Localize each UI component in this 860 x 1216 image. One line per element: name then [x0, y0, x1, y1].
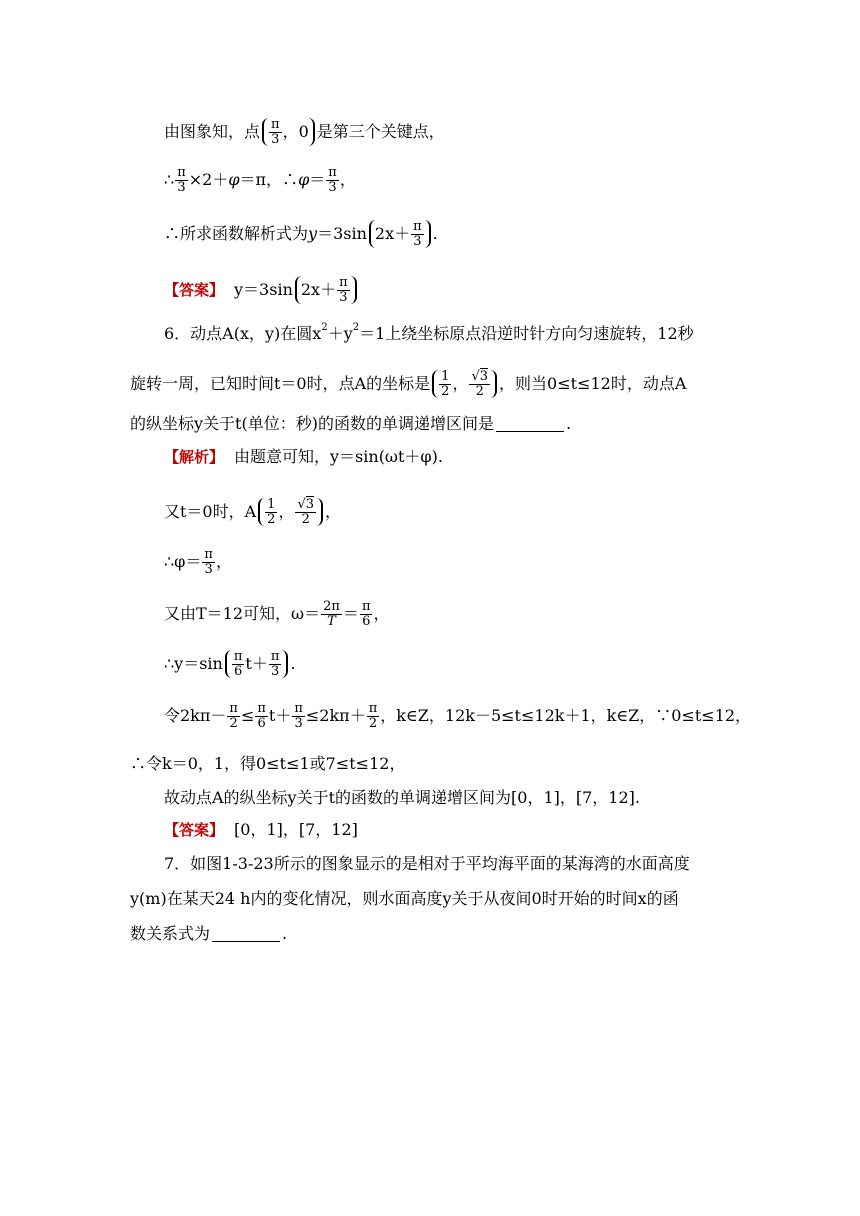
answer-5: 【答案】 y＝3sin 2x＋ $\frac{\pi}{3}$ [164, 276, 359, 304]
solution-6-line-8: 故动点A的纵坐标y关于t的函数的单调递增区间为[0，1]，[7，12]. [164, 788, 640, 807]
solution-6-line-7: ∴令k＝0，1，得0≤t≤1或7≤t≤12， [130, 754, 406, 773]
solution-6-line-4: 又由T＝12可知，ω＝ $\frac{2\pi}{T}$ ＝ $\frac{\pi}{6}$ ， [164, 599, 390, 629]
fraction: $\frac{\pi}{3}$ [328, 165, 337, 195]
question-6-line-3: 的纵坐标y关于t(单位：秒)的函数的单调递增区间是 . [130, 414, 572, 433]
answer-blank [212, 927, 280, 942]
line-function-expression: ∴所求函数解析式为 y ＝3sin 2x＋ $\frac{\pi}{3}$ . [164, 219, 438, 249]
solution-6-line-6: 令2kπ－ $\frac{\pi}{2}$ ≤ $\frac{\pi}{6}$ t＋ $\frac{\pi}{3}$ ≤2kπ＋ $\frac{\pi}{2}$ ，k∈Z，12k－5≤t≤12k＋1，k∈Z，∵0≤t≤12， [164, 701, 752, 731]
question-6-line-2: 旋转一周，已知时间t＝0时，点A的坐标是 $\frac{1}{2}$ ， $\frac{√3}{2}$ ，则当0≤t≤12时，动点A [130, 369, 687, 399]
question-7-line-3: 数关系式为 . [130, 924, 288, 943]
answer-blank [496, 417, 564, 432]
question-7-line-2: y(m)在某天24 h内的变化情况，则水面高度y关于从夜间0时开始的时间x的函 [130, 889, 679, 908]
solution-6-line-5: ∴y＝sin $\frac{\pi}{6}$ t＋ $\frac{\pi}{3}$ . [164, 649, 296, 679]
answer-tag: 【答案】 [164, 280, 225, 299]
text: 是第三个关键点， [316, 122, 445, 142]
answer-6: 【答案】 [0，1]，[7，12] [164, 820, 358, 839]
solution-6-line-1: 【解析】 由题意可知，y＝sin(ωt＋φ). [164, 447, 443, 466]
text: 由图象知，点 [164, 122, 261, 142]
line-phi-equation: ∴ $\frac{\pi}{3}$ ×2＋ φ ＝π，∴ φ ＝ $\frac{\pi}{3}$ ， [164, 165, 356, 195]
answer-tag: 【答案】 [164, 820, 225, 839]
solution-6-line-3: ∴φ＝ $\frac{\pi}{3}$ ， [164, 547, 232, 577]
fraction: $\frac{\pi}{3}$ [271, 117, 280, 147]
point-paren: $\frac{\pi}{3}$ ， 0 [262, 118, 315, 146]
solution-6-line-2: 又t＝0时，A $\frac{1}{2}$ ， $\frac{√3}{2}$ ， [164, 497, 342, 527]
analysis-tag: 【解析】 [164, 447, 225, 466]
fraction: $\frac{\pi}{3}$ [177, 165, 186, 195]
line-key-point [164, 118, 445, 146]
question-7-line-1: 7．如图1-3-23所示的图象显示的是相对于平均海平面的某海湾的水面高度 [164, 854, 690, 873]
question-6-line-1: 6．动点A(x，y)在圆x 2 ＋y 2 ＝1上绕坐标原点沿逆时针方向匀速旋转，12秒 [164, 322, 694, 343]
